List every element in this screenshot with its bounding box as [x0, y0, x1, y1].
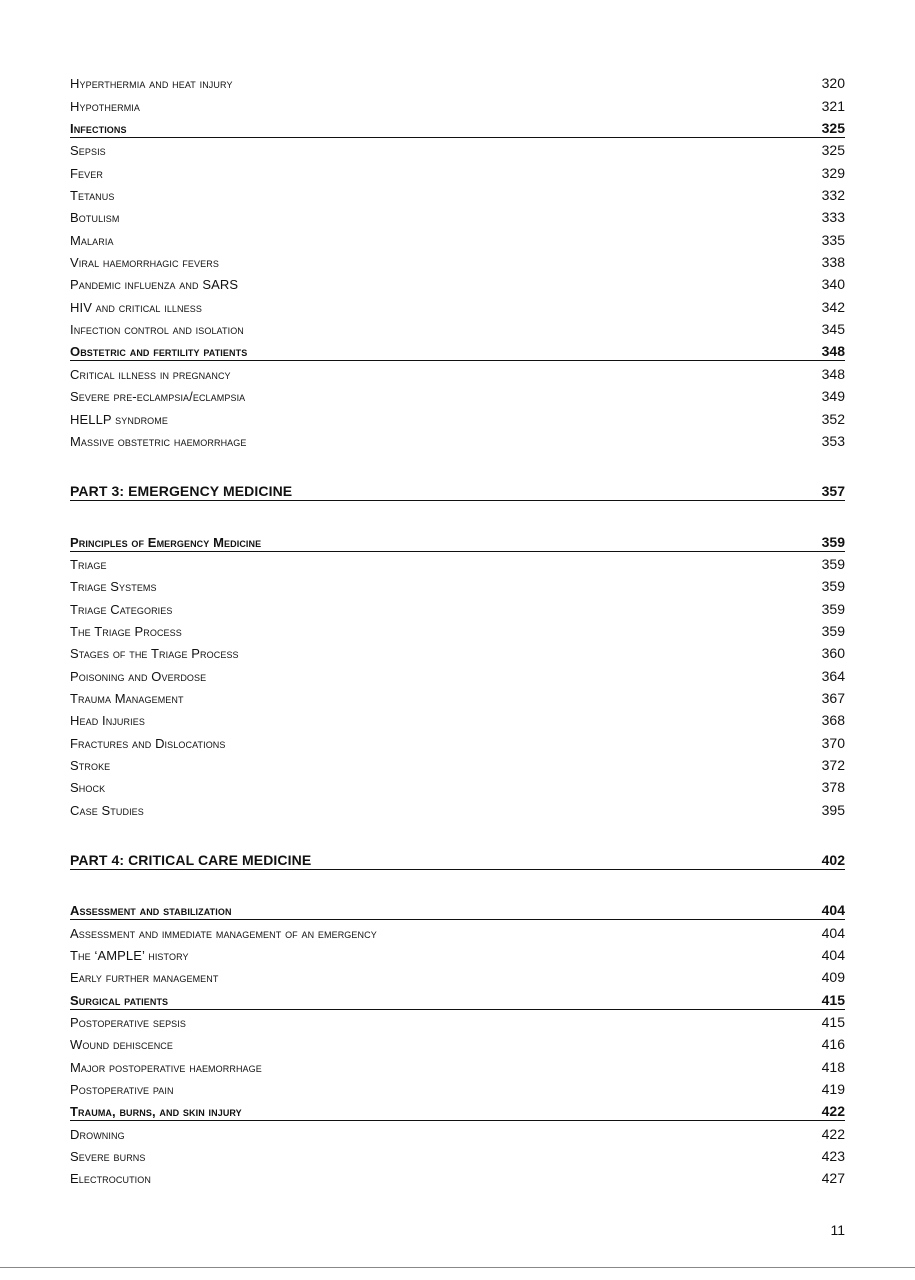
toc-entry-title: Severe pre-eclampsia/eclampsia [70, 389, 246, 405]
toc-entry-page: 404 [821, 924, 845, 941]
toc-entry [70, 1077, 845, 1099]
toc-entry-page: 404 [821, 947, 845, 964]
toc-group [70, 479, 845, 501]
toc-entry [70, 317, 845, 339]
toc-group [70, 529, 845, 819]
toc-entry [70, 943, 845, 965]
toc-entry [70, 227, 845, 249]
toc-group [70, 848, 845, 870]
toc-entry [70, 552, 845, 574]
toc-entry-page: 352 [821, 410, 845, 427]
toc-entry [70, 1144, 845, 1166]
toc-entry-title: PART 3: EMERGENCY MEDICINE [70, 483, 293, 500]
toc-entry-title: Postoperative sepsis [70, 1015, 186, 1031]
toc-entry-page: 335 [821, 231, 845, 248]
toc-entry-title: Trauma Management [70, 690, 184, 706]
toc-entry-title: Fractures and Dislocations [70, 735, 226, 751]
toc-group [70, 71, 845, 451]
toc-entry-title: Poisoning and Overdose [70, 668, 207, 684]
toc-entry-title: Drowning [70, 1126, 125, 1142]
toc-entry-title: The ‘AMPLE’ history [70, 948, 189, 964]
toc-entry-title: Hypothermia [70, 98, 140, 114]
toc-entry-page: 325 [821, 120, 845, 137]
toc-entry [70, 160, 845, 182]
toc-entry-page: 353 [821, 432, 845, 449]
toc-entry-title: Triage Systems [70, 579, 157, 595]
toc-entry-title: Trauma, burns, and skin injury [70, 1104, 242, 1120]
toc-section-heading [70, 898, 845, 920]
toc-entry [70, 663, 845, 685]
toc-entry [70, 93, 845, 115]
toc-entry [70, 71, 845, 93]
toc-entry-page: 402 [821, 852, 845, 868]
toc-entry-page: 332 [821, 187, 845, 204]
toc-entry [70, 619, 845, 641]
bottom-divider [0, 1267, 915, 1268]
toc-entry-page: 340 [821, 276, 845, 293]
toc-entry [70, 1054, 845, 1076]
toc-section-heading [70, 1099, 845, 1121]
toc-entry-title: Stages of the Triage Process [70, 646, 239, 662]
toc-entry-title: Viral haemorrhagic fevers [70, 255, 219, 271]
toc-entry-page: 368 [821, 712, 845, 729]
page-number: 11 [830, 1222, 845, 1238]
toc-entry [70, 406, 845, 428]
toc-entry-page: 359 [821, 533, 845, 550]
toc-section-heading [70, 339, 845, 361]
toc-entry-title: Electrocution [70, 1171, 151, 1187]
toc-entry-page: 364 [821, 667, 845, 684]
toc-entry-page: 418 [821, 1058, 845, 1075]
toc-entry [70, 797, 845, 819]
toc-entry [70, 205, 845, 227]
toc-entry-title: Infections [70, 121, 127, 137]
toc-entry-title: Wound dehiscence [70, 1037, 173, 1053]
toc-entry-title: Massive obstetric haemorrhage [70, 433, 247, 449]
toc-entry-page: 422 [821, 1103, 845, 1120]
toc-entry [70, 1166, 845, 1188]
toc-entry-title: Hyperthermia and heat injury [70, 76, 233, 92]
toc-entry-title: Pandemic influenza and SARS [70, 277, 239, 293]
toc-entry-title: Stroke [70, 757, 111, 773]
toc-entry [70, 294, 845, 316]
toc-entry-title: PART 4: CRITICAL CARE MEDICINE [70, 852, 312, 868]
toc-entry-title: HELLP syndrome [70, 411, 168, 427]
toc-entry-page: 357 [821, 483, 845, 500]
toc-entry-page: 359 [821, 622, 845, 639]
toc-entry-title: Postoperative pain [70, 1082, 174, 1098]
toc-entry-page: 415 [821, 1014, 845, 1031]
toc-entry-page: 360 [821, 645, 845, 662]
toc-entry-page: 370 [821, 734, 845, 751]
toc-entry [70, 730, 845, 752]
toc-entry-title: Assessment and stabilization [70, 903, 232, 919]
toc-entry-page: 367 [821, 689, 845, 706]
toc-entry-title: Botulism [70, 210, 120, 226]
toc-entry [70, 753, 845, 775]
toc-entry-title: Triage [70, 556, 107, 572]
toc-entry [70, 250, 845, 272]
toc-entry-page: 409 [821, 969, 845, 986]
toc-entry-title: Triage Categories [70, 601, 173, 617]
toc-part-heading [70, 848, 845, 870]
toc-entry-page: 359 [821, 578, 845, 595]
toc-entry [70, 1032, 845, 1054]
toc-entry [70, 596, 845, 618]
toc-entry [70, 361, 845, 383]
toc-section-heading [70, 116, 845, 138]
toc-entry-page: 348 [821, 343, 845, 360]
toc-entry [70, 965, 845, 987]
toc-entry-page: 419 [821, 1081, 845, 1098]
toc-entry-title: Assessment and immediate management of an emergency [70, 925, 377, 941]
toc-entry-title: Malaria [70, 232, 114, 248]
toc-entry-page: 345 [821, 321, 845, 338]
toc-entry-page: 329 [821, 164, 845, 181]
toc-entry [70, 272, 845, 294]
toc-entry-page: 423 [821, 1148, 845, 1165]
toc-entry [70, 708, 845, 730]
toc-entry [70, 429, 845, 451]
toc-entry-title: Shock [70, 780, 106, 796]
toc-section-heading [70, 987, 845, 1009]
toc-entry [70, 1121, 845, 1143]
toc-entry [70, 183, 845, 205]
toc-entry-page: 333 [821, 209, 845, 226]
toc-entry-page: 404 [821, 902, 845, 919]
toc-entry [70, 775, 845, 797]
toc-entry-page: 359 [821, 555, 845, 572]
group-spacer [70, 820, 845, 848]
toc-entry-page: 427 [821, 1170, 845, 1187]
toc-entry-page: 422 [821, 1125, 845, 1142]
toc-entry-title: Case Studies [70, 802, 144, 818]
toc-section-heading [70, 529, 845, 551]
toc-entry-title: Early further management [70, 970, 219, 986]
toc-entry-page: 325 [821, 142, 845, 159]
toc-entry-page: 320 [821, 75, 845, 92]
toc-entry-page: 415 [821, 991, 845, 1008]
toc-entry [70, 384, 845, 406]
toc-entry-page: 416 [821, 1036, 845, 1053]
toc-entry [70, 686, 845, 708]
toc-part-heading [70, 479, 845, 501]
group-spacer [70, 501, 845, 529]
toc-entry [70, 574, 845, 596]
toc-entry-title: Sepsis [70, 143, 106, 159]
toc-entry-title: The Triage Process [70, 623, 182, 639]
toc-entry-page: 342 [821, 298, 845, 315]
toc-entry-page: 395 [821, 801, 845, 818]
toc-entry [70, 641, 845, 663]
toc-entry-page: 321 [821, 97, 845, 114]
toc-entry-title: HIV and critical illness [70, 299, 202, 315]
group-spacer [70, 870, 845, 898]
toc-entry-page: 372 [821, 756, 845, 773]
toc-entry [70, 920, 845, 942]
toc-group [70, 898, 845, 1188]
toc-entry-title: Surgical patients [70, 992, 169, 1008]
toc-entry-title: Infection control and isolation [70, 322, 244, 338]
toc-entry [70, 1010, 845, 1032]
toc-entry-title: Major postoperative haemorrhage [70, 1059, 262, 1075]
group-spacer [70, 451, 845, 479]
toc-entry-page: 348 [821, 365, 845, 382]
toc-entry-title: Obstetric and fertility patients [70, 344, 248, 360]
table-of-contents [70, 71, 845, 1188]
toc-entry-title: Critical illness in pregnancy [70, 366, 231, 382]
toc-entry-title: Principles of Emergency Medicine [70, 534, 262, 550]
toc-entry-title: Tetanus [70, 188, 115, 204]
toc-entry-title: Fever [70, 165, 103, 181]
toc-entry-title: Head Injuries [70, 713, 145, 729]
toc-entry-page: 338 [821, 254, 845, 271]
toc-entry-title: Severe burns [70, 1149, 146, 1165]
toc-entry [70, 138, 845, 160]
toc-entry-page: 378 [821, 779, 845, 796]
toc-entry-page: 359 [821, 600, 845, 617]
toc-entry-page: 349 [821, 388, 845, 405]
